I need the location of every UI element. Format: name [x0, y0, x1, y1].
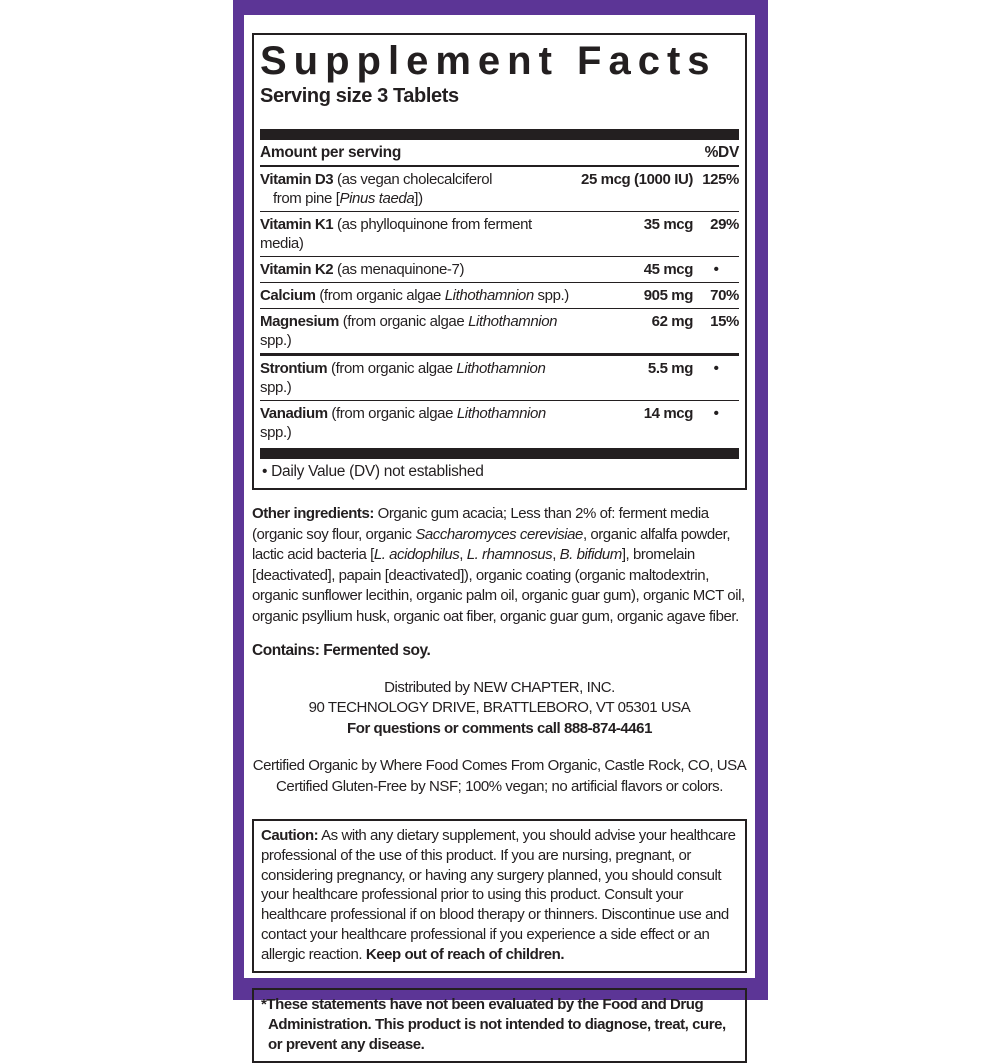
column-header-row	[260, 140, 739, 167]
nutrient-name: Magnesium (from organic algae Lithothamnion spp.)	[260, 313, 558, 349]
nutrient-row	[260, 400, 739, 445]
fda-disclaimer-box	[252, 988, 747, 1063]
nutrient-row	[260, 256, 739, 282]
nutrient-name: Vitamin K2 (as menaquinone-7)	[260, 261, 465, 278]
distributor-block	[252, 678, 747, 740]
fda-disclaimer-text: *These statements have not been evaluated by the Food and Drug Administration. This product is not intended to diagnose, treat, cure, or prevent any disease.	[261, 995, 726, 1053]
nutrient-name: Vitamin K1 (as phylloquinone from ferment media)	[260, 216, 532, 252]
nutrient-row	[260, 167, 739, 211]
nutrient-amount: 14 mcg	[643, 405, 693, 422]
nutrient-amount: 35 mcg	[643, 216, 693, 233]
label-body	[244, 15, 755, 1053]
nutrient-dv: •	[713, 261, 719, 278]
nutrient-amount: 905 mg	[643, 287, 693, 304]
caution-text: Caution: As with any dietary supplement, you should advise your healthcare professional of the use of this product. If you are nursing, pregnant, or considering pregnancy, or having any surgery planned, you should consult your healthcare professional prior to using this product. Consult your healthcare professional if on blood therapy or thinners. Discontinue use and contact your healthcare professional if you experience a side effect or an allergic reaction. Keep out of reach of children.	[261, 827, 736, 963]
nutrient-row	[260, 308, 739, 353]
distributor-line: Distributed by NEW CHAPTER, INC.	[384, 678, 615, 696]
column-header-amount: Amount per serving	[260, 144, 402, 161]
nutrient-dv: 70%	[710, 287, 739, 304]
panel-title: Supplement Facts	[260, 39, 717, 83]
label-purple-frame	[233, 0, 768, 1053]
nutrient-name: Strontium (from organic algae Lithothamnion spp.)	[260, 360, 546, 396]
nutrient-row	[260, 353, 739, 400]
nutrient-dv: •	[713, 405, 719, 422]
nutrient-row	[260, 211, 739, 256]
dv-footnote: • Daily Value (DV) not established	[262, 463, 484, 480]
allergen-statement: Contains: Fermented soy.	[252, 642, 431, 659]
nutrient-dv: •	[713, 360, 719, 377]
certification-gluten-free: Certified Gluten-Free by NSF; 100% vegan; no artificial flavors or colors.	[276, 777, 723, 795]
certification-organic: Certified Organic by Where Food Comes From Organic, Castle Rock, CO, USA	[252, 757, 747, 774]
caution-box	[252, 819, 747, 973]
nutrient-rows	[260, 167, 739, 445]
nutrient-dv: 125%	[702, 171, 739, 188]
other-ingredients: Other ingredients: Organic gum acacia; Less than 2% of: ferment media (organic soy flour, organic Saccharomyces cerevisiae, organic alfalfa powder, lactic acid bacteria [L. acidophilus, L. rhamnosus, B. bifidum], bromelain [deactivated], papain [deactivated]), organic coating (organic maltodextrin, organic sunflower lecithin, organic palm oil, organic guar gum), organic MCT oil, organic psyllium husk, organic oat fiber, organic guar gum, organic agave fiber.	[252, 505, 745, 625]
divider-bar-top	[260, 129, 739, 140]
serving-size: Serving size 3 Tablets	[260, 85, 459, 107]
divider-bar-bottom	[260, 448, 739, 459]
nutrient-row	[260, 282, 739, 308]
nutrient-amount: 25 mcg (1000 IU)	[581, 171, 693, 188]
nutrient-amount: 45 mcg	[643, 261, 693, 278]
nutrient-name: Vanadium (from organic algae Lithothamnion spp.)	[260, 405, 546, 441]
nutrient-name: Vitamin D3 (as vegan cholecalciferol from pine [Pinus taeda])	[260, 171, 493, 207]
nutrient-name: Calcium (from organic algae Lithothamnion spp.)	[260, 287, 569, 304]
distributor-address: 90 TECHNOLOGY DRIVE, BRATTLEBORO, VT 05301 USA	[308, 699, 691, 716]
column-header-dv: %DV	[704, 144, 739, 161]
nutrient-amount: 62 mg	[651, 313, 693, 330]
nutrient-amount: 5.5 mg	[647, 360, 693, 377]
certifications-block	[252, 756, 747, 797]
nutrient-dv: 29%	[710, 216, 739, 233]
nutrient-dv: 15%	[710, 313, 739, 330]
contact-phone-line: For questions or comments call 888-874-4461	[347, 719, 652, 737]
supplement-facts-panel	[252, 33, 747, 490]
